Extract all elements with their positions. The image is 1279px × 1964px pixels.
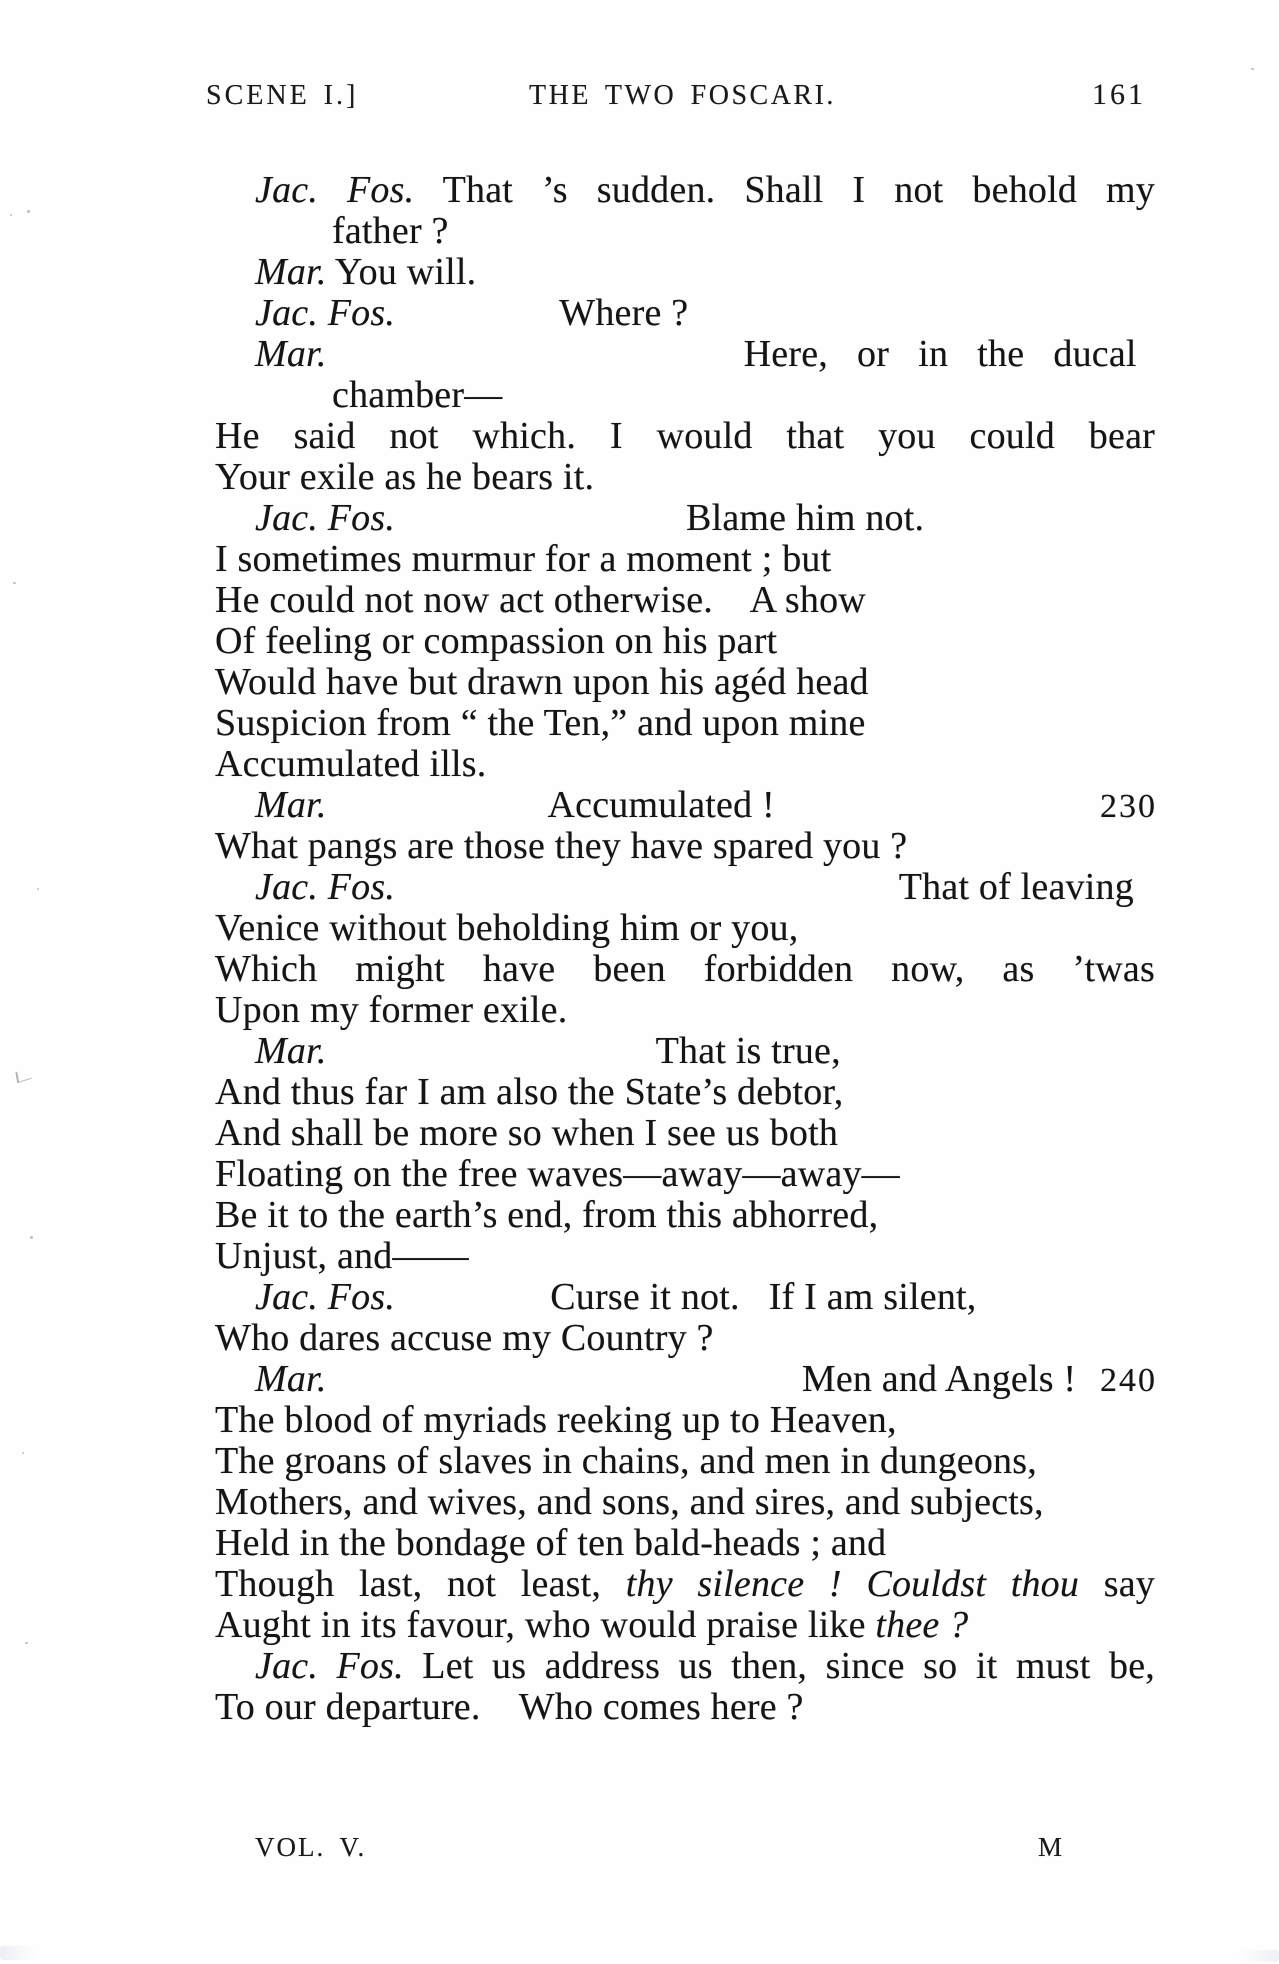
line-text: Suspicion from “ the Ten,” and upon mine — [215, 702, 866, 744]
text-line — [0, 1277, 1279, 1318]
scan-speck — [30, 1236, 33, 1239]
line-number: 240 — [1100, 1362, 1157, 1399]
scan-speck — [22, 1452, 24, 1454]
line-text: And thus far I am also the State’s debtor, — [215, 1071, 844, 1113]
text-line — [0, 211, 1279, 252]
page-number: 161 — [1092, 78, 1146, 111]
text-line — [0, 1031, 1279, 1072]
text-line — [0, 252, 1279, 293]
text-line — [0, 621, 1279, 662]
text-line — [0, 375, 1279, 416]
italic-text: thee ? — [875, 1604, 969, 1646]
scene-label: SCENE I.] — [206, 80, 359, 111]
italic-text: Jac. Fos. — [255, 497, 396, 539]
text-line — [0, 1523, 1279, 1564]
italic-text: Jac. Fos. — [255, 1645, 404, 1687]
text-line — [0, 703, 1279, 744]
text-line — [0, 949, 1279, 990]
line-text: That of leaving — [395, 866, 1134, 908]
italic-text: Mar. — [255, 333, 327, 375]
scan-speck — [13, 582, 16, 584]
line-text: He could not now act otherwise. A show — [215, 579, 866, 621]
text-line — [0, 170, 1279, 211]
text-line — [0, 867, 1279, 908]
signature-mark: M — [1038, 1832, 1064, 1862]
line-text: Blame him not. — [395, 497, 925, 539]
text-line — [0, 744, 1279, 785]
line-text: That is true, — [326, 1030, 841, 1072]
volume-label: VOL. V. — [255, 1832, 367, 1862]
text-line — [0, 826, 1279, 867]
text-line — [0, 293, 1279, 334]
line-text: Men and Angels ! — [326, 1358, 1077, 1400]
italic-text: Mar. — [255, 251, 327, 293]
line-text: Who dares accuse my Country ? — [215, 1317, 714, 1359]
text-line — [0, 1605, 1279, 1646]
line-text: Held in the bondage of ten bald-heads ; and — [215, 1522, 887, 1564]
line-text: What pangs are those they have spared you ? — [215, 825, 908, 867]
line-text: Aught in its favour, who would praise like — [215, 1604, 876, 1646]
line-text: father ? — [332, 210, 449, 252]
italic-text: Mar. — [255, 1030, 327, 1072]
text-line — [0, 580, 1279, 621]
line-text: Unjust, and—— — [215, 1235, 469, 1277]
text-line — [0, 1687, 1279, 1728]
italic-text: Mar. — [255, 1358, 327, 1400]
scan-speck — [10, 214, 12, 216]
line-text: Accumulated ills. — [215, 743, 487, 785]
text-line — [0, 1564, 1279, 1605]
line-number: 230 — [1100, 788, 1157, 825]
line-text: Of feeling or compassion on his part — [215, 620, 778, 662]
line-text: Venice without beholding him or you, — [215, 907, 799, 949]
running-title: THE TWO FOSCARI. — [529, 80, 836, 111]
line-text: Mothers, and wives, and sons, and sires, and subjects, — [215, 1481, 1044, 1523]
text-line — [0, 1400, 1279, 1441]
text-line — [0, 1072, 1279, 1113]
scan-speck — [37, 888, 39, 890]
line-text: He said not which. I would that you could bear — [215, 415, 1155, 457]
text-line — [0, 334, 1279, 375]
scan-edge-smudge — [0, 1946, 40, 1960]
scan-speck — [27, 210, 30, 213]
line-text: Where ? — [395, 292, 689, 334]
scan-speck — [1251, 68, 1254, 70]
text-line — [0, 498, 1279, 539]
line-text: Would have but drawn upon his agéd head — [215, 661, 869, 703]
text-line — [0, 990, 1279, 1031]
line-text: Which might have been forbidden now, as ’twas — [215, 948, 1155, 990]
line-text: That ’s sudden. Shall I not behold my — [414, 169, 1155, 211]
scan-speck — [25, 1642, 28, 1644]
line-text: Floating on the free waves—away—away— — [215, 1153, 900, 1195]
line-text: You will. — [326, 251, 477, 293]
text-line — [0, 539, 1279, 580]
text-line — [0, 1236, 1279, 1277]
italic-text: Jac. Fos. — [255, 1276, 396, 1318]
line-text: Upon my former exile. — [215, 989, 568, 1031]
text-line — [0, 457, 1279, 498]
line-text: To our departure. Who comes here ? — [215, 1686, 804, 1728]
italic-text: Jac. Fos. — [255, 866, 396, 908]
line-text: The blood of myriads reeking up to Heaven, — [215, 1399, 897, 1441]
line-text: Though last, not least, — [215, 1563, 626, 1605]
text-block — [0, 170, 1279, 1728]
text-line — [0, 416, 1279, 457]
text-line — [0, 908, 1279, 949]
italic-text: Mar. — [255, 784, 327, 826]
italic-text: Couldst thou — [866, 1563, 1080, 1605]
text-line — [0, 1359, 1279, 1400]
line-text: The groans of slaves in chains, and men in dungeons, — [215, 1440, 1037, 1482]
line-text — [842, 1563, 867, 1605]
line-text: Curse it not. If I am silent, — [395, 1276, 977, 1318]
line-text: chamber— — [332, 374, 503, 416]
italic-text: thy silence ! — [625, 1563, 842, 1605]
text-line — [0, 785, 1279, 826]
italic-text: Jac. Fos. — [255, 292, 396, 334]
line-text: say — [1079, 1563, 1155, 1605]
text-line — [0, 1441, 1279, 1482]
line-text: Be it to the earth’s end, from this abhorred, — [215, 1194, 879, 1236]
line-text: Here, or in the ducal — [326, 333, 1137, 375]
text-line — [0, 1195, 1279, 1236]
line-text: Your exile as he bears it. — [215, 456, 595, 498]
line-text: And shall be more so when I see us both — [215, 1112, 839, 1154]
text-line — [0, 1646, 1279, 1687]
scan-edge-smudge — [1232, 1950, 1279, 1962]
line-text: I sometimes murmur for a moment ; but — [215, 538, 832, 580]
italic-text: Jac. Fos. — [255, 169, 415, 211]
text-line — [0, 662, 1279, 703]
text-line — [0, 1482, 1279, 1523]
line-text: Accumulated ! — [326, 784, 775, 826]
text-line — [0, 1318, 1279, 1359]
line-text: Let us address us then, since so it must be, — [403, 1645, 1155, 1687]
text-line — [0, 1154, 1279, 1195]
text-line — [0, 1113, 1279, 1154]
